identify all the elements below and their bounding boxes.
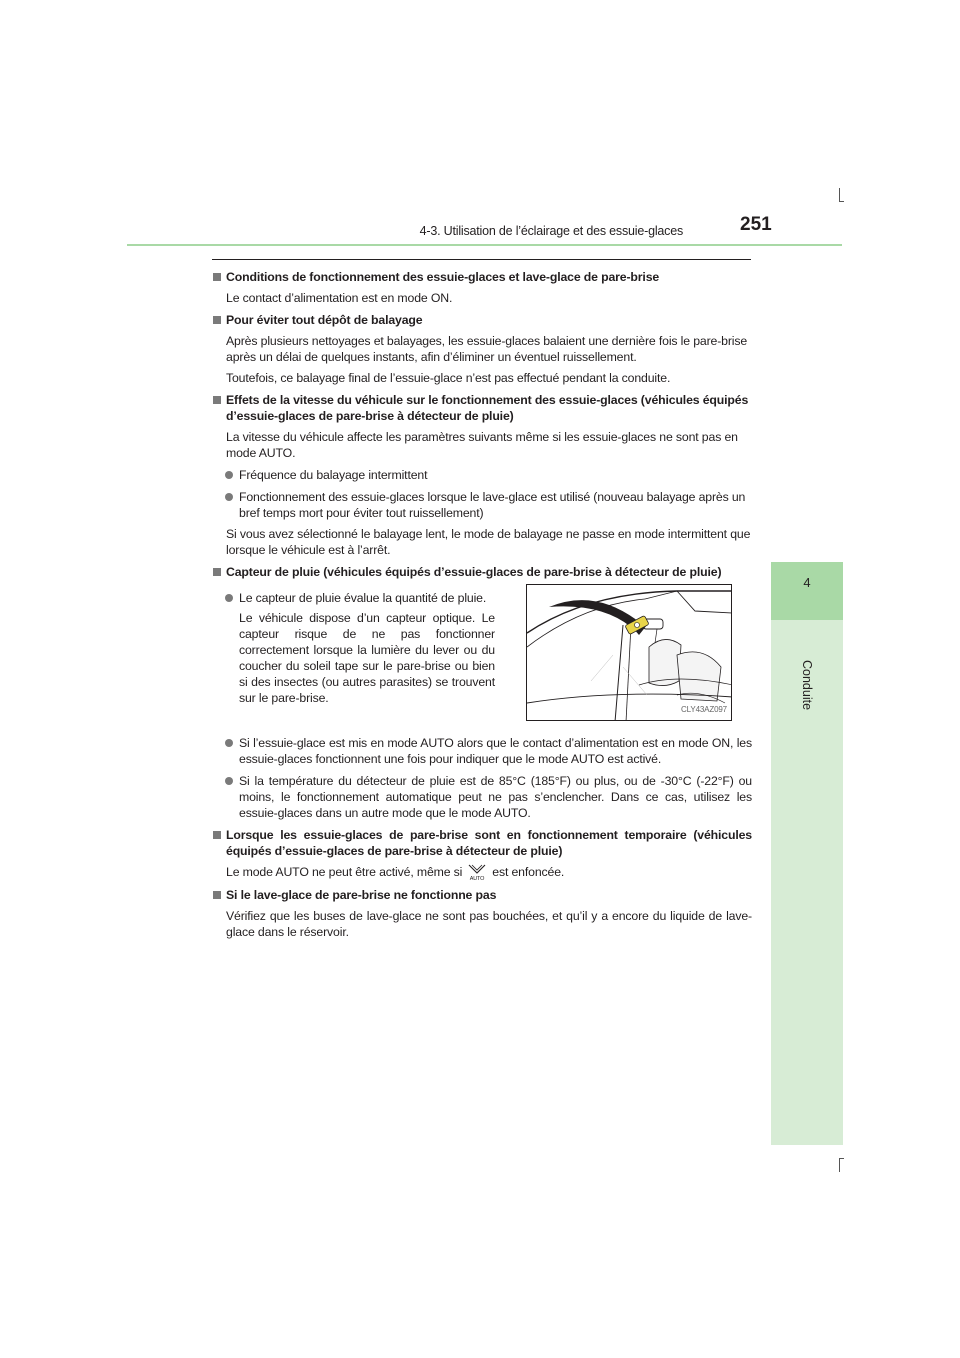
round-bullet-icon bbox=[225, 594, 233, 602]
round-bullet-icon bbox=[225, 471, 233, 479]
round-bullet-icon bbox=[225, 777, 233, 785]
rain-sensor-text bbox=[212, 584, 495, 721]
paragraph: Le véhicule dispose d’un capteur optique. Le capteur risque de ne pas fonctionner correctement lorsque la lumière du lever ou du coucher du soleil tape sur le pare-brise ou bien si des insectes (ou autres parasites) se trouvent sur le pare-brise. bbox=[239, 611, 495, 705]
figure-code: CLY43AZ097 bbox=[681, 705, 727, 714]
header-section-title: 4-3. Utilisation de l’éclairage et des essuie-glaces bbox=[419, 224, 683, 238]
list-item: Si la température du détecteur de pluie est de 85°C (185°F) ou plus, ou de -30°C (-22°F) ou moins, le fonctionnement automatique peut ne pas s’enclencher. Dans ce cas, utilisez les essuie-glaces dans un autre mode que le mode AUTO. bbox=[212, 773, 752, 821]
square-bullet-icon bbox=[213, 831, 221, 839]
chapter-tab bbox=[771, 562, 843, 620]
list-item: Fonctionnement des essuie-glaces lorsque le lave-glace est utilisé (nouveau balayage après un bref temps mort pour éviter tout ruissellement) bbox=[212, 489, 752, 521]
crop-mark-top bbox=[839, 188, 840, 202]
paragraph: Le contact d’alimentation est en mode ON. bbox=[226, 291, 453, 305]
auto-wiper-switch-icon bbox=[465, 864, 489, 881]
paragraph: Vérifiez que les buses de lave-glace ne sont pas bouchées, et qu’il y a encore du liquide de lave-glace dans le réservoir. bbox=[226, 909, 752, 939]
heading-avoid-streaks: Pour éviter tout dépôt de balayage bbox=[212, 312, 752, 328]
windshield-illustration bbox=[527, 585, 732, 721]
section-rule bbox=[212, 259, 751, 260]
header-rule bbox=[127, 244, 842, 246]
square-bullet-icon bbox=[213, 568, 221, 576]
paragraph: Après plusieurs nettoyages et balayages, les essuie-glaces balaient une dernière fois le pare-brise après un délai de quelques instants, afin d’éliminer un éventuel ruissellement. bbox=[226, 334, 748, 364]
square-bullet-icon bbox=[213, 396, 221, 404]
heading-operating-conditions: Conditions de fonctionnement des essuie-glaces et lave-glace de pare-brise bbox=[212, 269, 752, 285]
chapter-side-band bbox=[771, 620, 843, 1145]
list-item: Le capteur de pluie évalue la quantité de pluie. bbox=[212, 590, 495, 606]
crop-mark-bottom bbox=[839, 1158, 840, 1172]
list-item: Si l’essuie-glace est mis en mode AUTO alors que le contact d’alimentation est en mode ON, les essuie-glaces fonctionnent une fois pour indiquer que le mode AUTO est activé. bbox=[212, 735, 752, 767]
page-number: 251 bbox=[740, 214, 772, 235]
rain-sensor-row bbox=[212, 584, 752, 721]
square-bullet-icon bbox=[213, 316, 221, 324]
list-item: Fréquence du balayage intermittent bbox=[212, 467, 752, 483]
rain-sensor-figure bbox=[526, 584, 732, 721]
heading-temporary-operation: Lorsque les essuie-glaces de pare-brise sont en fonctionnement temporaire (véhicules équipés d’essuie-glaces de pare-brise à détecteur de pluie) bbox=[212, 827, 752, 859]
paragraph: La vitesse du véhicule affecte les paramètres suivants même si les essuie-glaces ne sont pas en mode AUTO. bbox=[226, 430, 738, 460]
heading-washer-not-working: Si le lave-glace de pare-brise ne fonctionne pas bbox=[212, 887, 752, 903]
chapter-title: Conduite bbox=[800, 660, 814, 711]
chapter-number: 4 bbox=[803, 575, 811, 590]
square-bullet-icon bbox=[213, 891, 221, 899]
square-bullet-icon bbox=[213, 273, 221, 281]
svg-text:AUTO: AUTO bbox=[469, 876, 485, 881]
round-bullet-icon bbox=[225, 493, 233, 501]
paragraph: Toutefois, ce balayage final de l’essuie-glace n’est pas effectué pendant la conduite. bbox=[226, 371, 671, 385]
paragraph: Si vous avez sélectionné le balayage lent, le mode de balayage ne passe en mode intermittent que lorsque le véhicule est à l’arrêt. bbox=[226, 527, 751, 557]
heading-vehicle-speed-effects: Effets de la vitesse du véhicule sur le fonctionnement des essuie-glaces (véhicules équipés d’essuie-glaces de pare-brise à détecteur de pluie) bbox=[212, 392, 752, 424]
heading-rain-sensor: Capteur de pluie (véhicules équipés d’essuie-glaces de pare-brise à détecteur de pluie) bbox=[212, 564, 752, 580]
round-bullet-icon bbox=[225, 739, 233, 747]
page-content bbox=[212, 269, 752, 940]
paragraph: Le mode AUTO ne peut être activé, même si AUTO est enfoncée. bbox=[226, 865, 565, 881]
